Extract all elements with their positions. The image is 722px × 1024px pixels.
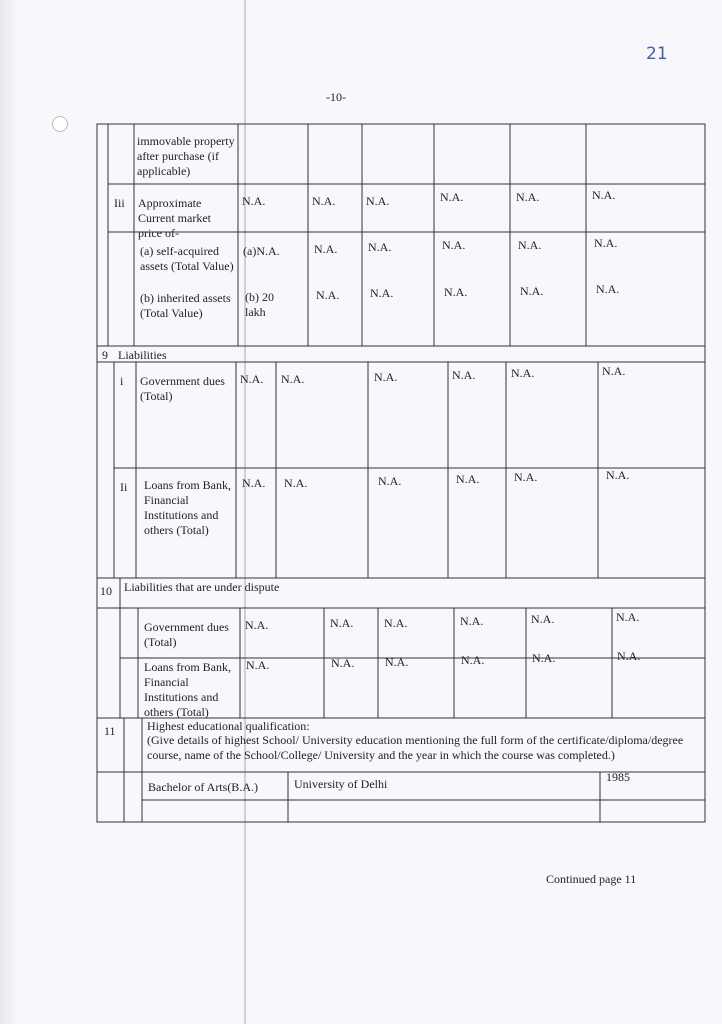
row-i-number: i <box>120 374 124 388</box>
disputed-government-dues-value: N.A. <box>460 614 484 628</box>
row-iii-value: N.A. <box>366 194 390 208</box>
disputed-government-dues-value: N.A. <box>531 612 555 626</box>
row-iii-value: N.A. <box>440 190 464 204</box>
disputed-government-dues-value: N.A. <box>245 618 269 632</box>
self-acquired-value: (a)N.A. <box>243 244 280 258</box>
inherited-value: (b) 20 lakh <box>245 290 274 319</box>
section-11-instructions: (Give details of highest School/ University education mentioning the full form of the certificate/diploma/degree course, name of the School/College/ University and the year in which the course was completed.) <box>147 733 684 762</box>
government-dues-value: N.A. <box>281 372 305 386</box>
university-name: University of Delhi <box>294 777 388 791</box>
row-iii-number: Iii <box>114 196 125 210</box>
government-dues-value: N.A. <box>602 364 626 378</box>
row-iii-value: N.A. <box>516 190 540 204</box>
loans-value: N.A. <box>284 476 308 490</box>
row-ii-number: Ii <box>120 480 128 494</box>
disputed-loans-value: N.A. <box>461 653 485 667</box>
government-dues-value: N.A. <box>240 372 264 386</box>
loans-value: N.A. <box>456 472 480 486</box>
disputed-loans-value: N.A. <box>617 649 641 663</box>
row-iii-value: N.A. <box>312 194 336 208</box>
row-iii-value: N.A. <box>592 188 616 202</box>
section-11-number: 11 <box>104 724 116 738</box>
completion-year: 1985 <box>606 770 630 784</box>
section-10-title: Liabilities that are under dispute <box>124 580 280 594</box>
loans-desc: Loans from Bank, Financial Institutions and others (Total) <box>144 478 231 537</box>
inherited-value: N.A. <box>316 288 340 302</box>
inherited-assets-desc: (b) inherited assets (Total Value) <box>140 291 231 320</box>
loans-value: N.A. <box>514 470 538 484</box>
disputed-government-dues-value: N.A. <box>384 616 408 630</box>
disputed-government-dues-value: N.A. <box>616 610 640 624</box>
loans-value: N.A. <box>242 476 266 490</box>
row-iii-desc: Approximate Current market price of- <box>138 196 211 240</box>
disputed-loans-value: N.A. <box>246 658 270 672</box>
inherited-value: N.A. <box>444 285 468 299</box>
disputed-loans-value: N.A. <box>385 655 409 669</box>
section-10-number: 10 <box>100 584 112 598</box>
self-acquired-value: N.A. <box>442 238 466 252</box>
page-number: -10- <box>326 90 346 104</box>
self-acquired-value: N.A. <box>314 242 338 256</box>
loans-value: N.A. <box>378 474 402 488</box>
disputed-government-dues-desc: Government dues (Total) <box>144 620 229 649</box>
section-9-number: 9 <box>102 348 108 362</box>
inherited-value: N.A. <box>370 286 394 300</box>
inherited-value: N.A. <box>596 282 620 296</box>
section-9-title: Liabilities <box>118 348 167 362</box>
government-dues-desc: Government dues (Total) <box>140 374 225 403</box>
disputed-loans-value: N.A. <box>532 651 556 665</box>
disputed-government-dues-value: N.A. <box>330 616 354 630</box>
inherited-value: N.A. <box>520 284 544 298</box>
government-dues-value: N.A. <box>452 368 476 382</box>
self-acquired-value: N.A. <box>594 236 618 250</box>
section-11-title: Highest educational qualification: <box>147 719 310 733</box>
government-dues-value: N.A. <box>511 366 535 380</box>
disputed-loans-value: N.A. <box>331 656 355 670</box>
disputed-loans-desc: Loans from Bank, Financial Institutions and others (Total) <box>144 660 231 719</box>
degree-name: Bachelor of Arts(B.A.) <box>148 780 258 794</box>
row-iii-value: N.A. <box>242 194 266 208</box>
loans-value: N.A. <box>606 468 630 482</box>
self-acquired-value: N.A. <box>518 238 542 252</box>
self-acquired-assets-desc: (a) self-acquired assets (Total Value) <box>140 244 234 273</box>
government-dues-value: N.A. <box>374 370 398 384</box>
row-immovable-property-desc: immovable property after purchase (if applicable) <box>137 134 235 178</box>
continued-note: Continued page 11 <box>546 872 637 886</box>
handwritten-page-number: 21 <box>646 44 668 64</box>
self-acquired-value: N.A. <box>368 240 392 254</box>
